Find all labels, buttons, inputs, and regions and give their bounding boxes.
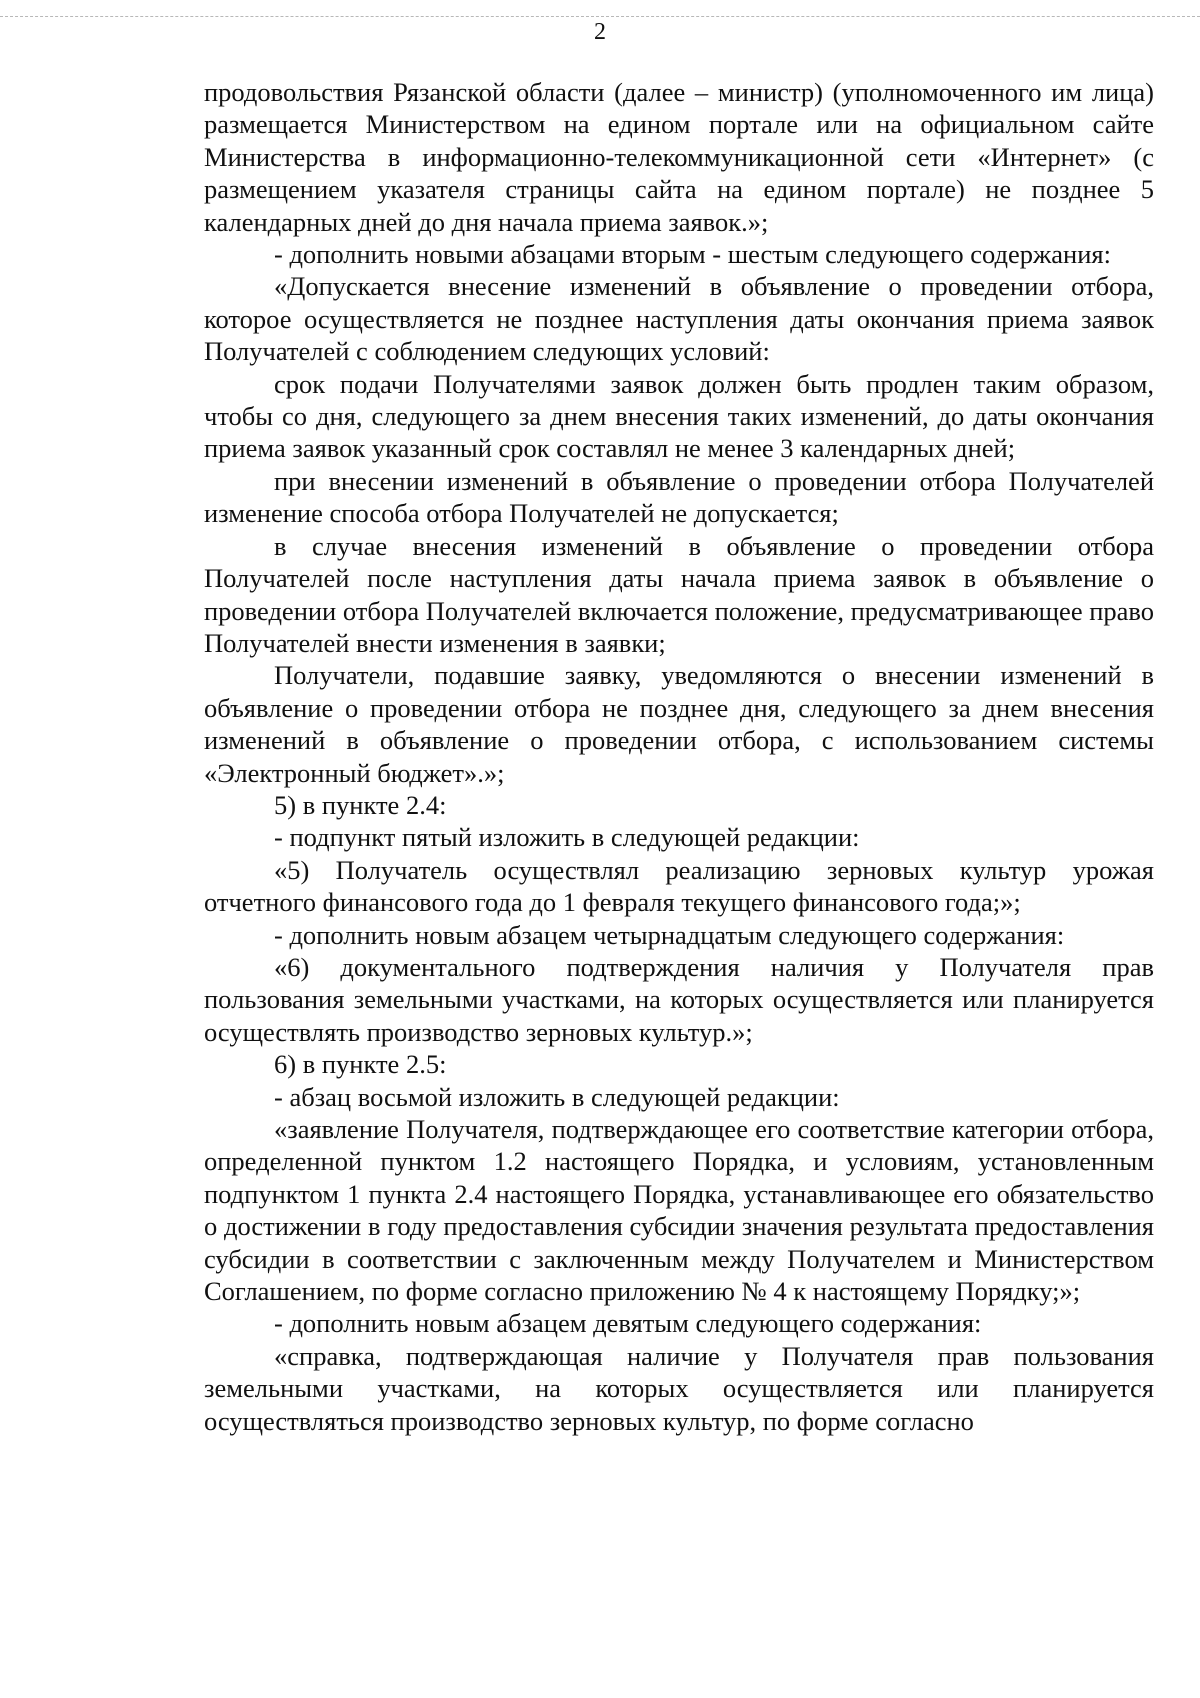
paragraph: «6) документального подтверждения наличия у Получателя прав пользования земельными участками, на которых осуществляется или планируется осуществлять производство зерновых культур.»;: [204, 951, 1154, 1047]
paragraph: «Допускается внесение изменений в объявление о проведении отбора, которое осуществляется не позднее наступления даты окончания приема заявок Получателей с соблюдением следующих условий:: [204, 271, 1154, 367]
paragraph: Получатели, подавшие заявку, уведомляются о внесении изменений в объявление о проведении отбора не позднее дня, следующего за днем внесения изменений в объявление о проведении отбора, с использованием системы «Электронный бюджет».»;: [204, 660, 1154, 788]
paragraph: 6) в пункте 2.5:: [274, 1049, 447, 1080]
paragraph: - дополнить новыми абзацами вторым - шестым следующего содержания:: [274, 239, 1111, 270]
paragraph: срок подачи Получателями заявок должен быть продлен таким образом, чтобы со дня, следующего за днем внесения таких изменений, до даты окончания приема заявок указанный срок составлял не менее 3 календарных дней;: [204, 368, 1154, 464]
page-number: 2: [594, 19, 606, 45]
paragraph: «5) Получатель осуществлял реализацию зерновых культур урожая отчетного финансового года до 1 февраля текущего финансового года;»;: [204, 854, 1154, 918]
paragraph: - подпункт пятый изложить в следующей редакции:: [274, 822, 860, 853]
paragraph: в случае внесения изменений в объявление о проведении отбора Получателей после наступления даты начала приема заявок в объявление о проведении отбора Получателей включается положение, предусматривающее право Получателей внести изменения в заявки;: [204, 530, 1154, 658]
paragraph: «справка, подтверждающая наличие у Получателя прав пользования земельными участками, на которых осуществляется или планируется осуществляться производство зерновых культур, по форме согласно: [204, 1340, 1154, 1436]
paragraph: 5) в пункте 2.4:: [274, 789, 447, 820]
document-body: [204, 76, 1154, 1437]
paragraph: «заявление Получателя, подтверждающее его соответствие категории отбора, определенной пунктом 1.2 настоящего Порядка, и условиям, установленным подпунктом 1 пункта 2.4 настоящего Порядка, устанавливающее его обязательство о достижении в году предоставления субсидии значения результата предоставления субсидии в соответствии с заключенным между Получателем и Министерством Соглашением, по форме согласно приложению № 4 к настоящему Порядку;»;: [204, 1114, 1154, 1307]
paragraph: - дополнить новым абзацем четырнадцатым следующего содержания:: [274, 919, 1065, 950]
scan-top-edge: [0, 16, 1200, 17]
paragraph: при внесении изменений в объявление о проведении отбора Получателей изменение способа отбора Получателей не допускается;: [204, 465, 1154, 529]
paragraph: - абзац восьмой изложить в следующей редакции:: [274, 1081, 840, 1112]
paragraph: - дополнить новым абзацем девятым следующего содержания:: [274, 1308, 982, 1339]
paragraph: продовольствия Рязанской области (далее – министр) (уполномоченного им лица) размещается Министерством на едином портале или на официальном сайте Министерства в информационно-телекоммуникационной сети «Интернет» (с размещением указателя страницы сайта на едином портале) не позднее 5 календарных дней до дня начала приема заявок.»;: [204, 77, 1154, 237]
